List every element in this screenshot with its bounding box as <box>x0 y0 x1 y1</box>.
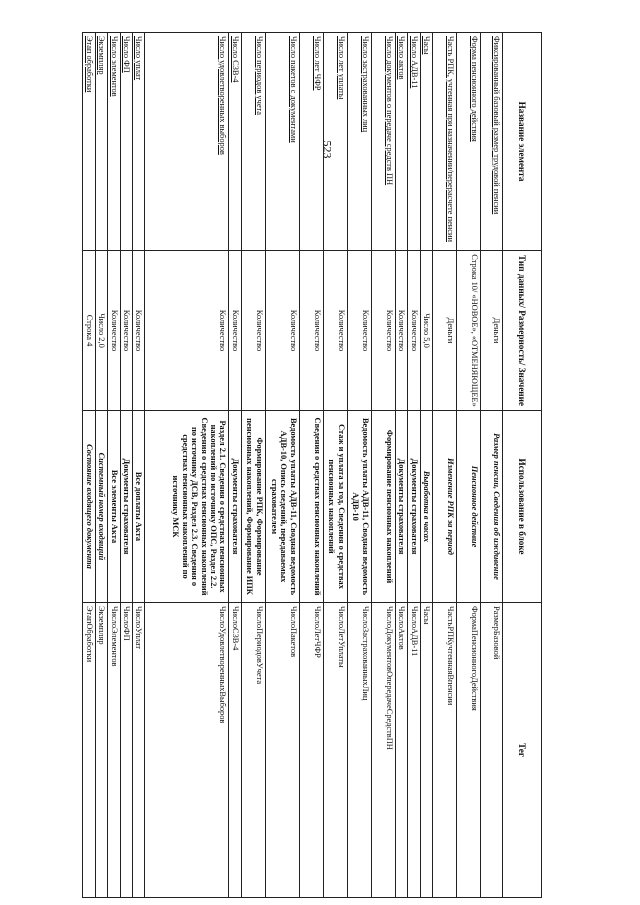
cell-usage: Состояние входящего документа <box>83 411 95 603</box>
cell-data-type: Число 2,0 <box>95 251 107 411</box>
cell-usage: Выработка в часах <box>420 411 432 603</box>
cell-tag: ЧислоУдовлетворенныхВыборов <box>145 603 229 898</box>
cell-tag: Экземпляр <box>95 603 107 898</box>
cell-tag: ЧислоПериодовУчета <box>241 603 265 898</box>
cell-element-name: Число удовлетворенных выборов <box>145 33 229 251</box>
cell-data-type: Количество <box>323 251 347 411</box>
cell-tag: ЧислоСЗВ-4 <box>229 603 241 898</box>
table-row <box>395 33 407 898</box>
cell-element-name: Число СЗВ-4 <box>229 33 241 251</box>
cell-data-type: Число 5,0 <box>420 251 432 411</box>
cell-tag: ЭтапОбработки <box>83 603 95 898</box>
cell-tag: РазмерБазовой <box>481 603 503 898</box>
cell-data-type: Количество <box>145 251 229 411</box>
cell-element-name: Число АДВ-11 <box>408 33 420 251</box>
cell-element-name: Форма пенсионного действия <box>457 33 481 251</box>
cell-data-type: Количество <box>408 251 420 411</box>
table-row <box>347 33 371 898</box>
cell-element-name: Часы <box>420 33 432 251</box>
table-row <box>408 33 420 898</box>
table-body <box>83 33 503 898</box>
table-row <box>323 33 347 898</box>
table-row <box>481 33 503 898</box>
cell-usage: Сведения о средствах пенсионных накоплений <box>299 411 323 603</box>
table-row <box>371 33 395 898</box>
cell-element-name: Число лет ЧФР <box>299 33 323 251</box>
cell-element-name: Часть РПК, учтенная при назначении/перерасчете пенсии <box>433 33 457 251</box>
table-row <box>457 33 481 898</box>
cell-usage: Размер пенсии, Сведения об иждивение <box>481 411 503 603</box>
column-header-name: Название элемента <box>503 33 542 251</box>
cell-element-name: Число документов о передаче средств ПН <box>371 33 395 251</box>
cell-data-type: Количество <box>347 251 371 411</box>
table-row <box>108 33 120 898</box>
cell-usage: Раздел 2.1. Сведения о средствах пенсионных накоплений по источнику ОПС, Раздел 2.2. Сведения о средствах пенсионных накоплений по источнику ДСВ, Раздел 2.3. Сведения о средствах пенсионных накоплений по источнику МСК <box>145 411 229 603</box>
cell-tag: ЧислоФП <box>120 603 132 898</box>
cell-data-type: Количество <box>395 251 407 411</box>
table-row <box>132 33 144 898</box>
cell-element-name: Число периодов учета <box>241 33 265 251</box>
column-header-type: Тип данных/ Размерность/ Значение <box>503 251 542 411</box>
cell-usage: Все элементы Акта <box>108 411 120 603</box>
cell-usage: Формирование пенсионных накоплений <box>371 411 395 603</box>
cell-usage: Ведомость уплаты АДВ-11, Сводная ведомость АДВ-10, Опись сведений, передаваемых страхователем <box>265 411 299 603</box>
cell-tag: ЧислоДокументовОпередачеСредствПН <box>371 603 395 898</box>
cell-usage: Формирование РПК, Формирование пенсионных накоплений, Формирование ИПК <box>241 411 265 603</box>
column-header-usage: Использование в блоке <box>503 411 542 603</box>
table-row <box>241 33 265 898</box>
cell-tag: ЧислоЛетУплаты <box>323 603 347 898</box>
table-row <box>145 33 229 898</box>
cell-data-type: Количество <box>299 251 323 411</box>
table-row <box>265 33 299 898</box>
cell-usage: Документы страхователя <box>408 411 420 603</box>
cell-element-name: Этап обработки <box>83 33 95 251</box>
cell-tag: ЧислоАДВ-11 <box>408 603 420 898</box>
cell-tag: Часы <box>420 603 432 898</box>
cell-usage: Изменение РПК за период <box>433 411 457 603</box>
cell-element-name: Число лет уплаты <box>323 33 347 251</box>
cell-tag: ЧислоУплат <box>132 603 144 898</box>
table-row <box>299 33 323 898</box>
cell-element-name: Число элементов <box>108 33 120 251</box>
cell-data-type: Количество <box>120 251 132 411</box>
table-row <box>229 33 241 898</box>
cell-element-name: Число пакетов с документами <box>265 33 299 251</box>
cell-tag: ФормаПенсионногоДействия <box>457 603 481 898</box>
cell-element-name: Число застрахованных лиц <box>347 33 371 251</box>
cell-data-type: Количество <box>229 251 241 411</box>
page-number: 523 <box>320 140 335 159</box>
cell-tag: ЧислоПакетов <box>265 603 299 898</box>
elements-table <box>82 32 542 898</box>
cell-data-type: Количество <box>265 251 299 411</box>
cell-element-name: Экземпляр <box>95 33 107 251</box>
cell-tag: ЧислоЗастрахованныхЛиц <box>347 603 371 898</box>
rotated-page <box>18 32 542 897</box>
cell-element-name: Число ФП <box>120 33 132 251</box>
cell-usage: Документы страхователя <box>229 411 241 603</box>
cell-usage: Документы страхователя <box>120 411 132 603</box>
cell-element-name: Фиксированный базовый размер трудовой пенсии <box>481 33 503 251</box>
column-header-tag: Тег <box>503 603 542 898</box>
cell-usage: Пенсионное действие <box>457 411 481 603</box>
header-row <box>503 33 542 898</box>
cell-data-type: Деньги <box>481 251 503 411</box>
cell-data-type: Строка 10/ «НОВОЕ», «ОТМЕНЯЮЩЕЕ» <box>457 251 481 411</box>
cell-element-name: Число уплат <box>132 33 144 251</box>
table-row <box>420 33 432 898</box>
cell-tag: ЧислоЭлементов <box>108 603 120 898</box>
cell-data-type: Количество <box>371 251 395 411</box>
cell-tag: ЧислоАктов <box>395 603 407 898</box>
table-row <box>433 33 457 898</box>
cell-data-type: Количество <box>241 251 265 411</box>
cell-data-type: Количество <box>108 251 120 411</box>
table-row <box>83 33 95 898</box>
cell-usage: Все доплаты Акта <box>132 411 144 603</box>
table-row <box>120 33 132 898</box>
cell-element-name: Число актов <box>395 33 407 251</box>
cell-data-type: Количество <box>132 251 144 411</box>
cell-usage: Стаж и уплата за год, Сведения о средствах пенсионных накоплений <box>323 411 347 603</box>
cell-data-type: Деньги <box>433 251 457 411</box>
cell-data-type: Строка 4 <box>83 251 95 411</box>
cell-tag: ЧастьРПКучтеннаяВпенсии <box>433 603 457 898</box>
cell-usage: Документы страхователя <box>395 411 407 603</box>
table-row <box>95 33 107 898</box>
cell-tag: ЧислоЛетЧФР <box>299 603 323 898</box>
cell-usage: Ведомость уплаты АДВ-11, Сводная ведомость АДВ-10 <box>347 411 371 603</box>
cell-usage: Системный номер входящий <box>95 411 107 603</box>
